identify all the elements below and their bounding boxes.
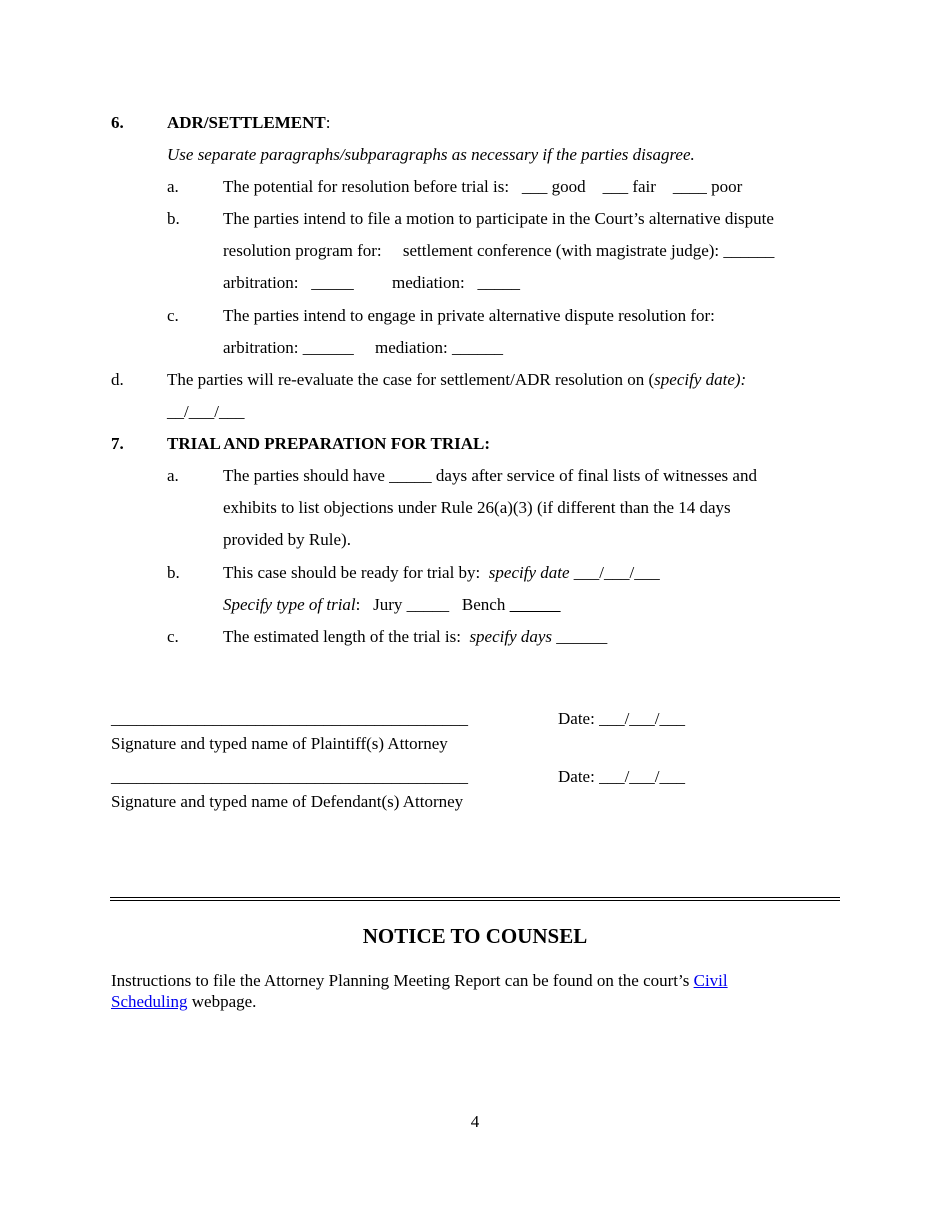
civil-scheduling-link-part1[interactable]: Civil [693,971,728,990]
notice-text: Instructions to file the Attorney Planning Meeting Report can be found on the court’s [111,971,690,990]
item-6b-line2 [223,241,774,261]
divider-bottom [110,900,840,901]
item-6a-letter: a. [167,177,179,196]
item-7a-line1[interactable]: The parties should have _____ days after service of final lists of witnesses and [223,466,757,485]
plaintiff-signature-label: Signature and typed name of Plaintiff(s) Attorney [111,734,448,753]
item-7b-line2 [223,595,561,615]
trial-type-label: Specify type of trial [223,595,356,614]
defendant-date[interactable]: Date: ___/___/___ [558,767,686,786]
item-6b-program-label: resolution program for: [223,241,382,260]
item-7c-label: The estimated length of the trial is: [223,627,461,646]
section-6-heading [167,113,330,133]
item-7c-specify-days: specify days [469,627,553,646]
jury-field[interactable]: Jury _____ [373,595,450,614]
item-7c-letter: c. [167,627,179,646]
item-7b-label: This case should be ready for trial by: [223,563,481,582]
trial-ready-date-blank[interactable]: ___/___/___ [573,563,660,582]
item-6c-line1: The parties intend to engage in private alternative dispute resolution for: [223,306,715,325]
page-number: 4 [470,1112,480,1131]
divider-top [110,897,840,898]
private-mediation-field[interactable]: mediation: ______ [375,338,503,357]
mediation-blank[interactable]: _____ [477,273,520,292]
item-7b-line1 [223,563,660,583]
section-6-colon: : [325,113,331,132]
item-6c-line2 [223,338,503,358]
good-label: good [551,177,586,196]
private-arbitration-field[interactable]: arbitration: ______ [223,338,354,357]
plaintiff-signature-line[interactable]: __________________________________________ [111,709,468,728]
notice-line2 [111,992,256,1012]
good-blank[interactable]: ___ [521,177,548,196]
item-6d-date-blank[interactable]: __/___/___ [167,402,245,421]
item-7b-letter: b. [167,563,180,582]
mediation-label: mediation: [392,273,465,292]
defendant-signature-label: Signature and typed name of Defendant(s) Attorney [111,792,464,811]
item-6a-label: The potential for resolution before trial is: [223,177,510,196]
item-6c-letter: c. [167,306,179,325]
section-6-number: 6. [111,113,124,132]
item-6d-specify: specify date): [654,370,747,389]
bench-label: Bench [461,595,506,614]
item-7b-specify-date: specify date [488,563,570,582]
item-6b-line3 [223,273,520,293]
section-7-title: TRIAL AND PREPARATION FOR TRIAL: [167,434,491,453]
arbitration-label: arbitration: [223,273,299,292]
plaintiff-date[interactable]: Date: ___/___/___ [558,709,686,728]
notice-text-end: webpage. [191,992,257,1011]
poor-label: poor [711,177,743,196]
civil-scheduling-link-part2[interactable]: Scheduling [111,992,188,1011]
notice-title: NOTICE TO COUNSEL [362,924,588,948]
poor-blank[interactable]: ____ [672,177,707,196]
trial-length-blank[interactable]: ______ [556,627,608,646]
item-7a-line3: provided by Rule). [223,530,351,549]
item-7a-line2: exhibits to list objections under Rule 26(a)(3) (if different than the 14 days [223,498,731,517]
item-7a-letter: a. [167,466,179,485]
trial-type-colon: : [355,595,361,614]
item-6a-text [223,177,742,197]
fair-label: fair [632,177,656,196]
section-6-instruction: Use separate paragraphs/subparagraphs as necessary if the parties disagree. [167,145,695,164]
arbitration-blank[interactable]: _____ [311,273,354,292]
section-7-number: 7. [111,434,124,453]
fair-blank[interactable]: ___ [602,177,629,196]
item-6d-letter: d. [111,370,124,389]
item-6d-text [167,370,746,390]
item-7c-text [223,627,607,647]
item-6d-label: The parties will re-evaluate the case for settlement/ADR resolution on ( [167,370,655,389]
notice-line1 [111,971,728,991]
item-6b-letter: b. [167,209,180,228]
bench-blank[interactable] [510,595,561,614]
defendant-signature-line[interactable]: __________________________________________ [111,767,468,786]
item-6b-line1: The parties intend to file a motion to participate in the Court’s alternative dispute [223,209,774,228]
section-6-title: ADR/SETTLEMENT [167,113,326,132]
settlement-conference-field[interactable]: settlement conference (with magistrate judge): ______ [402,241,775,260]
